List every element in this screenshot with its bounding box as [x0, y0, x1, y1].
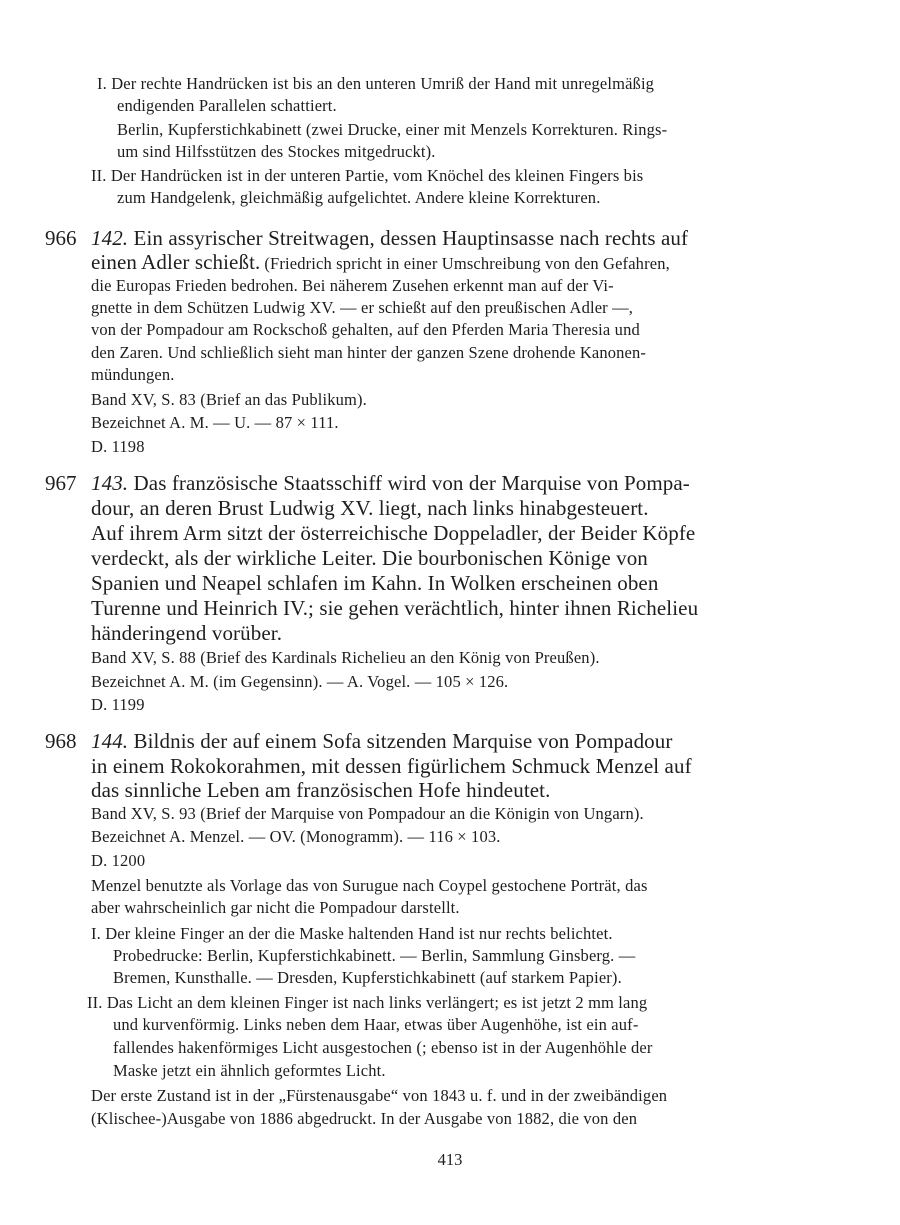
entry-title-line: Turenne und Heinrich IV.; sie gehen verächtlich, hinter ihnen Richelieu: [91, 596, 699, 620]
closing-line: Der erste Zustand ist in der „Fürstenausgabe“ von 1843 u. f. und in der zweibändigen: [91, 1086, 668, 1105]
plate-number: 143.: [91, 471, 129, 495]
note-line: Menzel benutzte als Vorlage das von Surugue nach Coypel gestochene Porträt, das: [91, 876, 648, 895]
description-line: den Zaren. Und schließlich sieht man hinter der ganzen Szene drohende Kanonen-: [91, 343, 647, 362]
entry-number: 966: [45, 226, 77, 250]
reference-line: Band XV, S. 88 (Brief des Kardinals Richelieu an den König von Preußen).: [91, 648, 600, 667]
entry-title-line: [91, 228, 688, 249]
entry-title-line: händeringend vorüber.: [91, 621, 283, 645]
state-line: I. Der kleine Finger an der die Maske haltenden Hand ist nur rechts belichtet.: [91, 924, 613, 943]
state-line: II. Der Handrücken ist in der unteren Partie, vom Knöchel des kleinen Fingers bis: [91, 166, 644, 185]
note-line: aber wahrscheinlich gar nicht die Pompadour darstellt.: [91, 898, 460, 917]
entry-title-line: dour, an deren Brust Ludwig XV. liegt, nach links hinabgesteuert.: [91, 496, 649, 520]
description-line: von der Pompadour am Rockschoß gehalten, auf den Pferden Maria Theresia und: [91, 320, 640, 339]
state-line: fallendes hakenförmiges Licht ausgestochen (; ebenso ist in der Augenhöhle der: [113, 1038, 653, 1057]
reference-line: D. 1198: [91, 437, 145, 456]
state-line: endigenden Parallelen schattiert.: [117, 96, 337, 115]
reference-line: Band XV, S. 83 (Brief an das Publikum).: [91, 390, 367, 409]
entry-number: 967: [45, 471, 77, 495]
page-number: 413: [437, 1150, 463, 1169]
state-line: Probedrucke: Berlin, Kupferstichkabinett. — Berlin, Sammlung Ginsberg. —: [113, 946, 636, 965]
description-line: mündungen.: [91, 365, 175, 384]
reference-line: Bezeichnet A. Menzel. — OV. (Monogramm). — 116 × 103.: [91, 827, 501, 846]
state-line: zum Handgelenk, gleichmäßig aufgelichtet. Andere kleine Korrekturen.: [117, 188, 601, 207]
state-line: und kurvenförmig. Links neben dem Haar, etwas über Augenhöhe, ist ein auf-: [113, 1015, 639, 1034]
entry-title-line: Spanien und Neapel schlafen im Kahn. In Wolken erscheinen oben: [91, 571, 659, 595]
reference-line: Bezeichnet A. M. — U. — 87 × 111.: [91, 413, 339, 432]
reference-line: Bezeichnet A. M. (im Gegensinn). — A. Vogel. — 105 × 126.: [91, 672, 509, 691]
entry-title-text: Bildnis der auf einem Sofa sitzenden Marquise von Pompadour: [133, 729, 673, 753]
entry-description-text: (Friedrich spricht in einer Umschreibung von den Gefahren,: [264, 254, 670, 273]
state-line: um sind Hilfsstützen des Stockes mitgedruckt).: [117, 142, 436, 161]
entry-title-line: das sinnliche Leben am französischen Hofe hindeutet.: [91, 778, 551, 802]
closing-line: (Klischee-)Ausgabe von 1886 abgedruckt. In der Ausgabe von 1882, die von den: [91, 1109, 638, 1128]
entry-title-text: Ein assyrischer Streitwagen, dessen Hauptinsasse nach rechts auf: [133, 226, 689, 250]
plate-number: 142.: [91, 226, 129, 250]
entry-number: 968: [45, 729, 77, 753]
entry-title-line: verdeckt, als der wirkliche Leiter. Die bourbonischen Könige von: [91, 546, 648, 570]
reference-line: D. 1200: [91, 851, 146, 870]
state-line: Maske jetzt ein ähnlich geformtes Licht.: [113, 1061, 386, 1080]
entry-title-line: [91, 252, 670, 273]
reference-line: D. 1199: [91, 695, 145, 714]
entry-title-line: [91, 731, 672, 752]
state-line: II. Das Licht an dem kleinen Finger ist nach links verlängert; es ist jetzt 2 mm lang: [87, 993, 648, 1012]
description-line: die Europas Frieden bedrohen. Bei näherem Zusehen erkennt man auf der Vi-: [91, 276, 614, 295]
state-line: Bremen, Kunsthalle. — Dresden, Kupferstichkabinett (auf starkem Papier).: [113, 968, 622, 987]
description-line: gnette in dem Schützen Ludwig XV. — er schießt auf den preußischen Adler —,: [91, 298, 634, 317]
reference-line: Band XV, S. 93 (Brief der Marquise von Pompadour an die Königin von Ungarn).: [91, 804, 644, 823]
entry-title-text: einen Adler schießt.: [91, 250, 261, 274]
state-line: I. Der rechte Handrücken ist bis an den unteren Umriß der Hand mit unregelmäßig: [97, 74, 655, 93]
state-line: Berlin, Kupferstichkabinett (zwei Drucke, einer mit Menzels Korrekturen. Rings-: [117, 120, 668, 139]
plate-number: 144.: [91, 729, 129, 753]
entry-title-line: in einem Rokokorahmen, mit dessen figürlichem Schmuck Menzel auf: [91, 754, 692, 778]
entry-title-line: Auf ihrem Arm sitzt der österreichische Doppeladler, der Beider Köpfe: [91, 521, 696, 545]
entry-title-line: [91, 473, 690, 494]
entry-title-text: Das französische Staatsschiff wird von der Marquise von Pompa-: [133, 471, 690, 495]
